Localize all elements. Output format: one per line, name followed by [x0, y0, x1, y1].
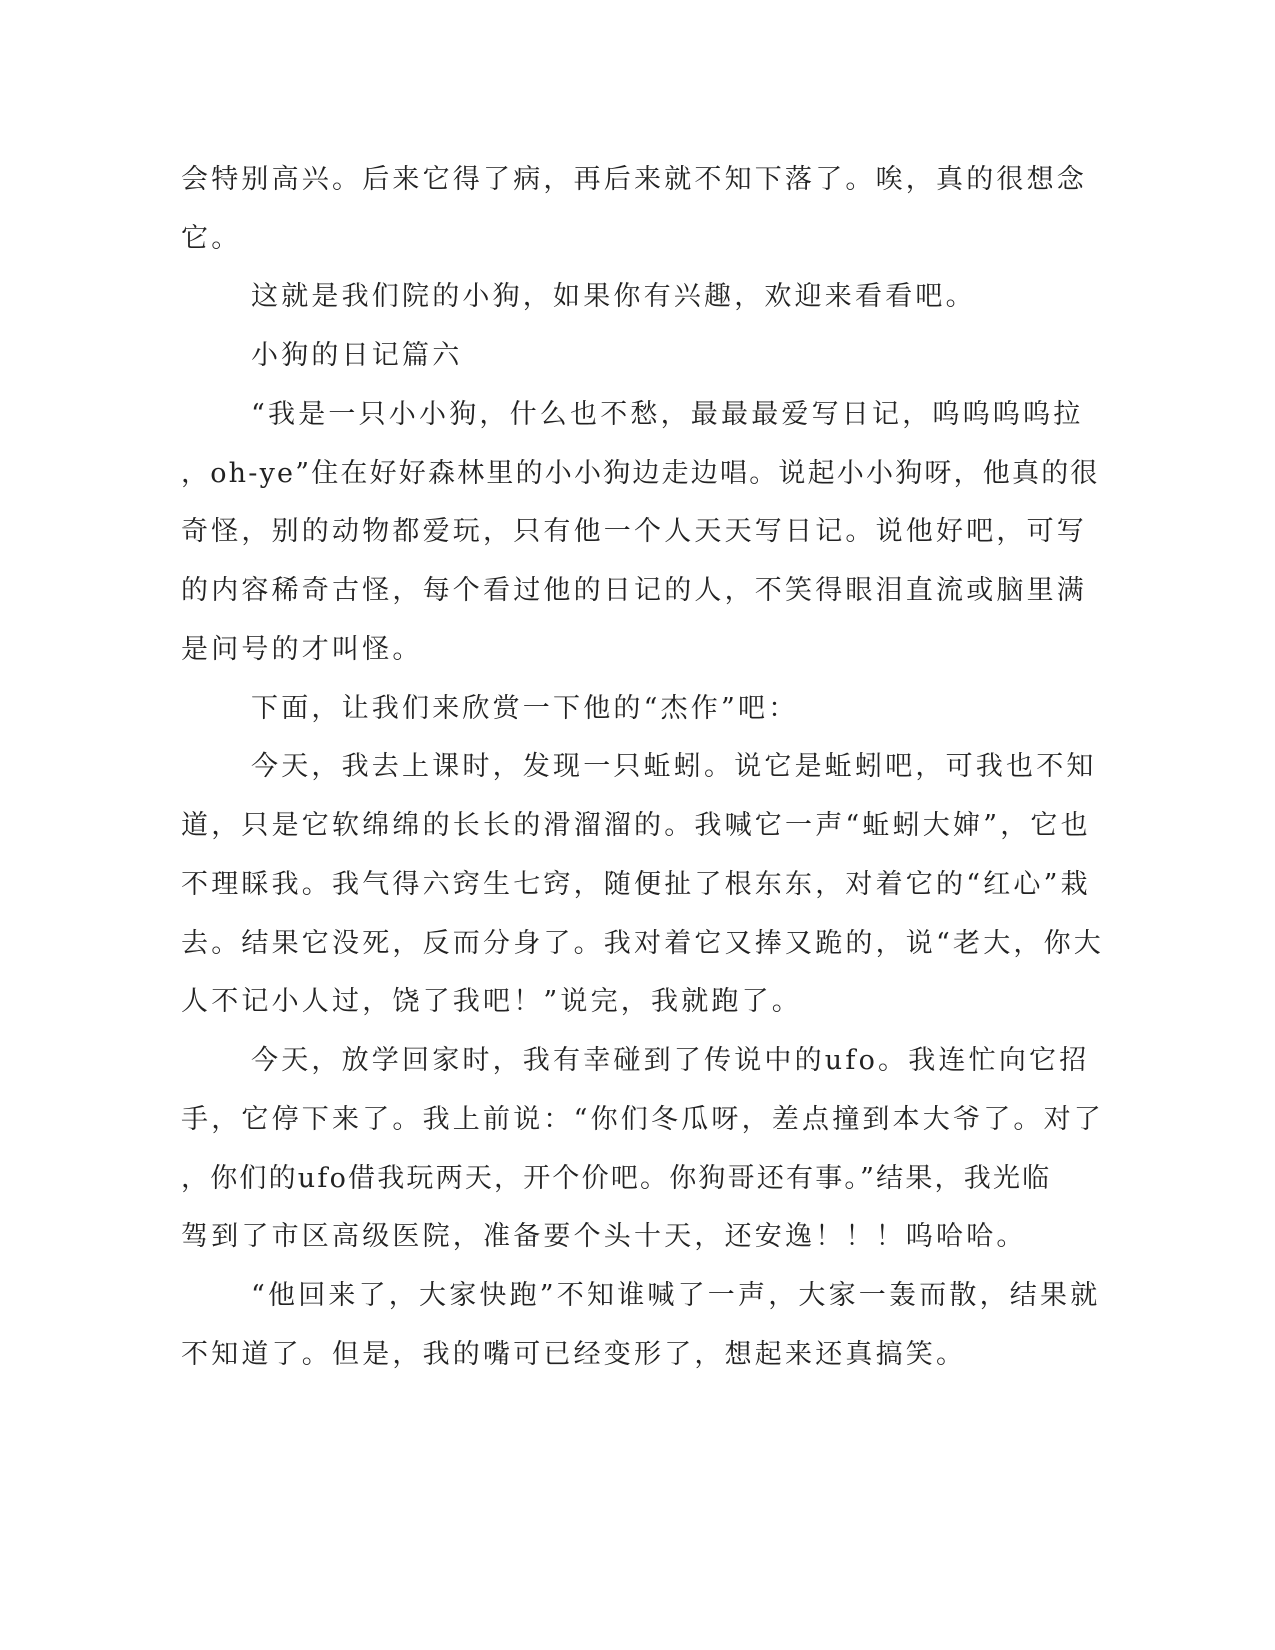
text-line: 人不记小人过，饶了我吧！”说完，我就跑了。 — [181, 986, 803, 1017]
text-line: ，oh-ye”住在好好森林里的小小狗边走边唱。说起小小狗呀，他真的很 — [181, 458, 1100, 489]
text-line: 奇怪，别的动物都爱玩，只有他一个人天天写日记。说他好吧，可写 — [181, 516, 1087, 547]
text-line: 不理睬我。我气得六窍生七窍，随便扯了根东东，对着它的“红心”栽 — [181, 869, 1091, 900]
text-line: 是问号的才叫怪。 — [181, 634, 423, 665]
text-line: 今天，放学回家时，我有幸碰到了传说中的ufo。我连忙向它招 — [251, 1045, 1090, 1076]
text-line: 这就是我们院的小狗，如果你有兴趣，欢迎来看看吧。 — [251, 281, 976, 312]
text-line: 驾到了市区高级医院，准备要个头十天，还安逸！！！呜哈哈。 — [181, 1221, 1027, 1252]
text-line: 的内容稀奇古怪，每个看过他的日记的人，不笑得眼泪直流或脑里满 — [181, 575, 1087, 606]
text-line: ，你们的ufo借我玩两天，开个价吧。你狗哥还有事。”结果，我光临 — [181, 1163, 1052, 1194]
text-line: 会特别高兴。后来它得了病，再后来就不知下落了。唉，真的很想念 — [181, 164, 1087, 195]
text-line: 今天，我去上课时，发现一只蚯蚓。说它是蚯蚓吧，可我也不知 — [251, 751, 1097, 782]
text-line: 手，它停下来了。我上前说：“你们冬瓜呀，差点撞到本大爷了。对了 — [181, 1104, 1105, 1135]
text-line: 下面，让我们来欣赏一下他的“杰作”吧： — [251, 693, 799, 724]
text-line: 去。结果它没死，反而分身了。我对着它又捧又跪的，说“老大，你大 — [181, 928, 1105, 959]
text-line: “他回来了，大家快跑”不知谁喊了一声，大家一轰而散，结果就 — [251, 1280, 1101, 1311]
section-heading: 小狗的日记篇六 — [251, 340, 463, 371]
text-line: 道，只是它软绵绵的长长的滑溜溜的。我喊它一声“蚯蚓大婶”，它也 — [181, 810, 1091, 841]
text-line: “我是一只小小狗，什么也不愁，最最最爱写日记，呜呜呜呜拉 — [251, 399, 1084, 430]
text-line: 不知道了。但是，我的嘴可已经变形了，想起来还真搞笑。 — [181, 1339, 967, 1370]
text-line: 它。 — [181, 223, 242, 254]
